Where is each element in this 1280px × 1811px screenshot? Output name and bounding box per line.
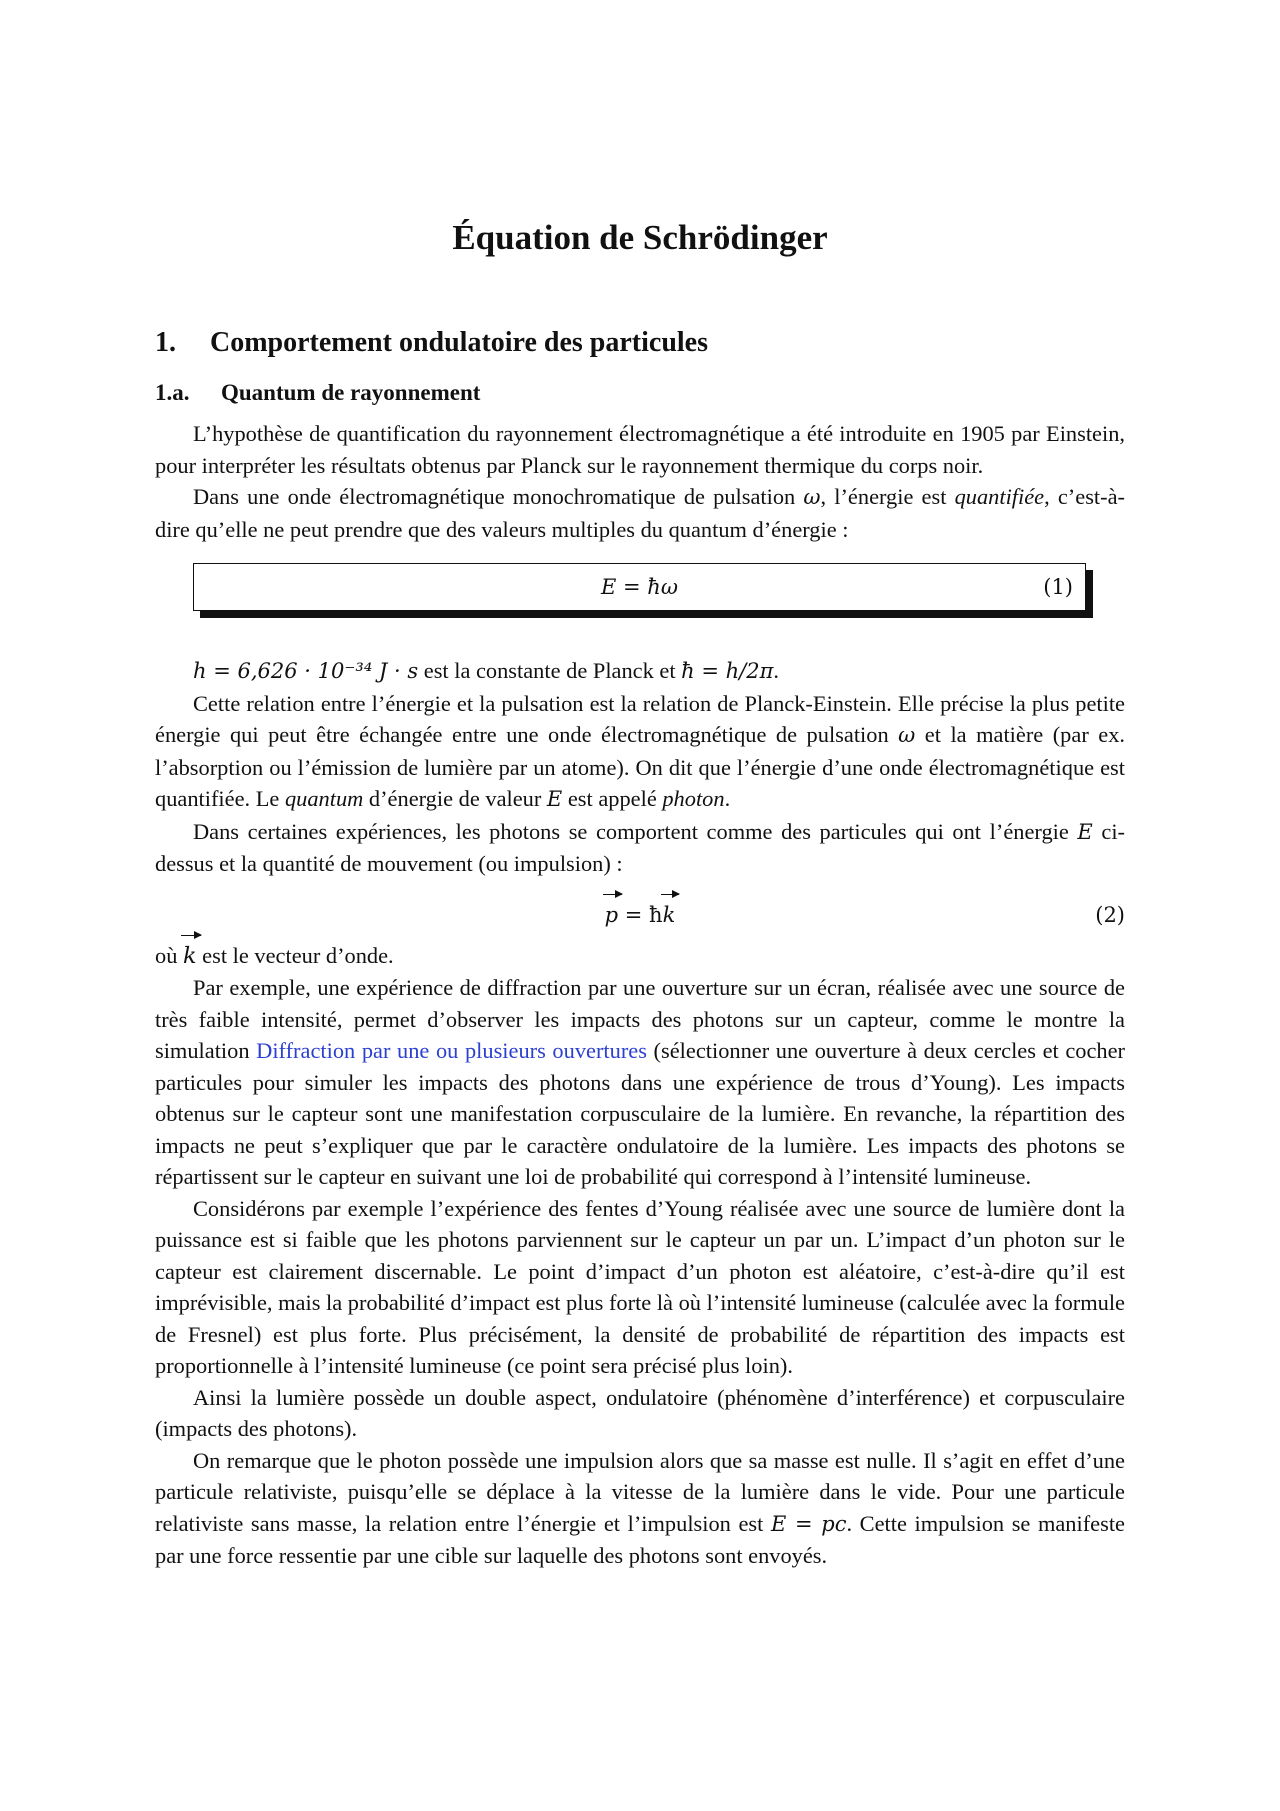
paragraph-9: Ainsi la lumière possède un double aspect, ondulatoire (phénomène d’interférence) et corpusculaire (impacts des photons).	[155, 1384, 1125, 1441]
equation-2-line	[155, 888, 1125, 940]
section-number: 1.	[155, 327, 176, 358]
equation-1: E = ħω	[601, 575, 678, 599]
equation-2	[155, 900, 1125, 932]
text-span: Cette relation entre l’énergie et la pulsation est la relation de Planck-Einstein. Elle précise la plus petite énergie qui peut être échangée entre une onde électromagnétique de pulsation	[155, 690, 1125, 747]
vector-k: k	[663, 900, 676, 932]
paragraph-3	[155, 655, 1125, 688]
text-span: est le vecteur d’onde.	[196, 942, 394, 968]
text-span: .	[724, 786, 731, 811]
text-span: et la matière (par ex. l’absorption ou l’émission de lumière par un atome). On dit que l’énergie d’une onde électromagnétique est quantifiée. Le	[155, 722, 1125, 811]
simulation-link[interactable]: Diffraction par une ou plusieurs ouvertures	[256, 1038, 647, 1063]
subsection-heading	[155, 380, 480, 406]
text-span: d’énergie de valeur	[363, 786, 547, 811]
text-span: Par exemple, une expérience de diffraction par une ouverture sur un écran, réalisée avec une source de très faible intensité, permet d’observer les impacts des photons sur un capteur, comme le montre la simulation	[155, 975, 1125, 1063]
paragraph-6	[155, 940, 1125, 973]
text-span: est appelé	[562, 786, 663, 811]
document-title: Équation de Schrödinger	[452, 218, 828, 257]
equation-2-operator: = ħ	[618, 902, 663, 927]
math-planck: h = 6,626 · 10⁻³⁴ J · s	[193, 659, 419, 683]
paragraph-10	[155, 1445, 1125, 1572]
equation-frame	[193, 563, 1086, 611]
paragraph-1: L’hypothèse de quantification du rayonnement électromagnétique a été introduite en 1905 par Einstein, pour interpréter les résultats obtenus par Planck sur le rayonnement thermique du corps noir.	[155, 421, 1125, 478]
equation-1-box	[193, 563, 1088, 633]
text-span: Dans certaines expériences, les photons se comportent comme des particules qui ont l’énergie	[193, 818, 1078, 844]
math-E: E	[1077, 819, 1093, 844]
text-span: (sélectionner une ouverture à deux cercles et cocher particules pour simuler les impacts des photons dans une expérience de trous d’Young). Les impacts obtenus sur le capteur sont une manifestation corpusculaire de la lumière. En revanche, la répartition des impacts ne peut s’expliquer que par le caractère ondulatoire de la lumière. Les impacts des photons se répartissent sur le capteur en suivant une loi de probabilité qui correspond à l’intensité lumineuse.	[155, 1038, 1125, 1189]
paragraph-8: Considérons par exemple l’expérience des fentes d’Young réalisée avec une source de lumière dont la puissance est si faible que les photons parviennent sur le capteur un par un. L’impact d’un photon sur le capteur est clairement discernable. Le point d’impact d’un photon est aléatoire, c’est-à-dire qu’il est imprévisible, mais la probabilité d’impact est plus forte là où l’intensité lumineuse (calculée avec la formule de Fresnel) est plus forte. Plus précisément, la densité de probabilité de répartition des impacts est proportionnelle à l’intensité lumineuse (ce point sera précisé plus loin).	[155, 1195, 1125, 1378]
math-omega: ω	[803, 485, 821, 509]
text-span: ci-dessus et la quantité de mouvement (ou impulsion) :	[155, 818, 1125, 876]
equation-1-number: (1)	[1043, 575, 1073, 599]
emphasis-text: quantifiée	[954, 484, 1045, 509]
paragraph-2	[155, 481, 1125, 545]
math-E-pc: E = pc	[770, 1511, 847, 1536]
section-title: Comportement ondulatoire des particules	[210, 327, 708, 358]
emphasis-text: quantum	[284, 786, 364, 811]
paragraph-5	[155, 816, 1125, 880]
vector-p: p	[605, 900, 618, 932]
math-E: E	[546, 787, 563, 811]
paragraph-7	[155, 972, 1125, 1193]
text-span: où	[155, 942, 183, 968]
vector-k: k	[183, 941, 197, 973]
text-span: . Cette impulsion se manifeste par une force ressentie par une cible sur laquelle des photons sont envoyés.	[155, 1510, 1125, 1568]
math-omega: ω	[898, 723, 916, 747]
subsection-title: Quantum de rayonnement	[221, 380, 481, 405]
text-span: .	[773, 658, 780, 683]
text-span: Dans une onde électromagnétique monochromatique de pulsation	[193, 484, 804, 509]
section-heading	[155, 327, 708, 359]
text-span: , c’est-à-dire qu’elle ne peut prendre que des valeurs multiples du quantum d’énergie :	[155, 484, 1125, 542]
subsection-number: 1.a.	[155, 380, 190, 405]
math-hbar: ħ = h/2π	[681, 659, 774, 683]
text-span: On remarque que le photon possède une impulsion alors que sa masse est nulle. Il s’agit en effet d’une particule relativiste, puisqu’elle se déplace à la vitesse de la lumière dans le vide. Pour une particule relativiste sans masse, la relation entre l’énergie et l’impulsion est	[155, 1447, 1125, 1536]
equation-2-number: (2)	[1095, 902, 1125, 927]
body-text	[155, 418, 1125, 1572]
paragraph-4	[155, 688, 1125, 816]
text-span: , l’énergie est	[820, 484, 955, 509]
text-span: est la constante de Planck et	[418, 658, 682, 683]
emphasis-text: photon	[662, 786, 725, 811]
